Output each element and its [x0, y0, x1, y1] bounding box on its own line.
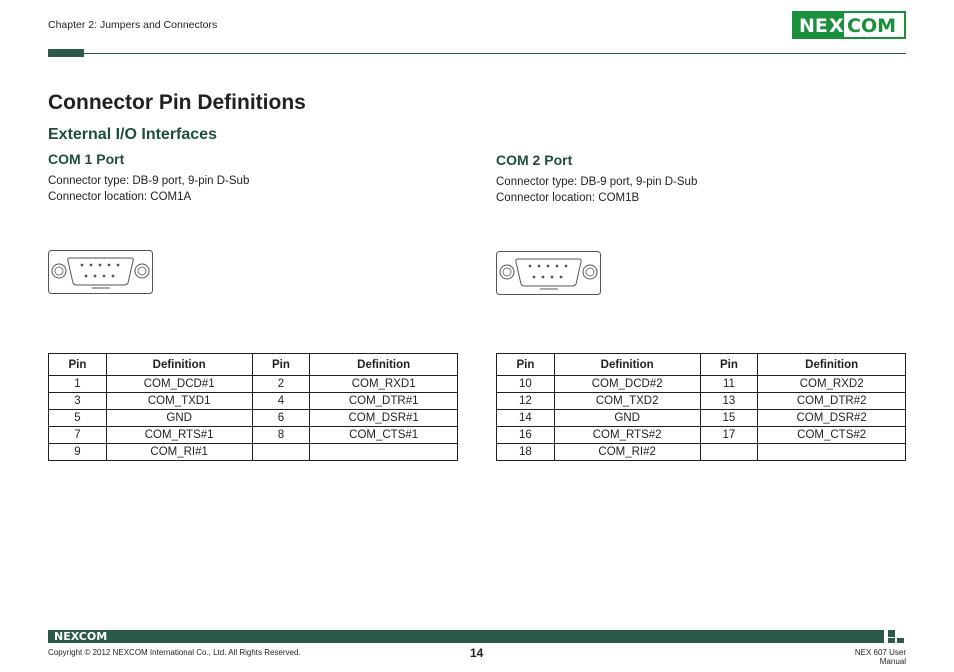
com2-type: Connector type: DB-9 port, 9-pin D-Sub: [496, 176, 698, 188]
column-header: Pin: [49, 354, 107, 376]
table-row: [497, 376, 906, 393]
table-cell: COM_RXD2: [758, 376, 906, 393]
table-cell: [310, 444, 458, 461]
table-cell: 6: [252, 410, 310, 427]
column-header: Pin: [700, 354, 758, 376]
table-cell: 16: [497, 427, 555, 444]
nexcom-logo-icon: [792, 11, 906, 39]
footer-bar: [48, 630, 884, 643]
table-cell: COM_DCD#2: [554, 376, 700, 393]
column-header: Pin: [252, 354, 310, 376]
svg-text:X: X: [829, 15, 844, 37]
com2-title: COM 2 Port: [496, 152, 573, 168]
header-rule: [84, 53, 906, 54]
com1-title: COM 1 Port: [48, 151, 125, 167]
header-accent-bar: [48, 49, 84, 57]
com1-type: Connector type: DB-9 port, 9-pin D-Sub: [48, 175, 250, 187]
table-cell: 14: [497, 410, 555, 427]
table-cell: COM_CTS#2: [758, 427, 906, 444]
table-cell: COM_TXD1: [106, 393, 252, 410]
table-cell: 13: [700, 393, 758, 410]
table-cell: COM_DTR#1: [310, 393, 458, 410]
table-cell: 1: [49, 376, 107, 393]
table-row: [49, 393, 458, 410]
com2-location: Connector location: COM1B: [496, 192, 640, 204]
table-cell: 17: [700, 427, 758, 444]
footer-copyright: Copyright © 2012 NEXCOM International Co., Ltd. All Rights Reserved.: [48, 648, 301, 657]
footer-square-icon: [888, 638, 895, 643]
table-row: [49, 427, 458, 444]
table-row: [49, 444, 458, 461]
table-cell: 15: [700, 410, 758, 427]
table-cell: [252, 444, 310, 461]
table-cell: 8: [252, 427, 310, 444]
table-cell: 5: [49, 410, 107, 427]
table-header-row: [49, 354, 458, 376]
table-cell: COM_DCD#1: [106, 376, 252, 393]
table-cell: 11: [700, 376, 758, 393]
table-row: [497, 410, 906, 427]
page-number: 14: [470, 646, 484, 660]
page-title: Connector Pin Definitions: [48, 91, 306, 114]
svg-text:COM: COM: [847, 15, 897, 37]
chapter-label: Chapter 2: Jumpers and Connectors: [48, 19, 218, 31]
table-cell: COM_RI#1: [106, 444, 252, 461]
nexcom-logo: [792, 11, 906, 39]
table-cell: 9: [49, 444, 107, 461]
table-cell: COM_DTR#2: [758, 393, 906, 410]
table-cell: 7: [49, 427, 107, 444]
footer-square-icon: [888, 630, 895, 637]
column-header: Definition: [758, 354, 906, 376]
column-header: Definition: [106, 354, 252, 376]
svg-text:NE: NE: [799, 15, 828, 37]
table-cell: COM_DSR#2: [758, 410, 906, 427]
table-cell: 10: [497, 376, 555, 393]
section-subtitle: External I/O Interfaces: [48, 126, 217, 143]
table-row: [497, 393, 906, 410]
table-cell: [758, 444, 906, 461]
com1-location: Connector location: COM1A: [48, 191, 192, 203]
com1-connector-drawing: [48, 250, 154, 300]
table-cell: COM_RXD1: [310, 376, 458, 393]
db9-connector-icon: [496, 251, 602, 296]
table-header-row: [497, 354, 906, 376]
table-cell: 2: [252, 376, 310, 393]
column-header: Definition: [310, 354, 458, 376]
table-cell: COM_TXD2: [554, 393, 700, 410]
table-cell: COM_RTS#2: [554, 427, 700, 444]
table-cell: GND: [554, 410, 700, 427]
footer-square-icon: [897, 638, 904, 643]
column-header: Definition: [554, 354, 700, 376]
manual-name: NEX 607 User Manual: [854, 648, 906, 666]
table-cell: 12: [497, 393, 555, 410]
com1-pin-table: [48, 353, 458, 461]
com2-pin-table: [496, 353, 906, 461]
table-row: [497, 427, 906, 444]
table-cell: COM_DSR#1: [310, 410, 458, 427]
table-row: [497, 444, 906, 461]
table-cell: COM_RTS#1: [106, 427, 252, 444]
table-cell: 3: [49, 393, 107, 410]
table-cell: 4: [252, 393, 310, 410]
com2-connector-drawing: [496, 251, 602, 301]
footer-logo: NEXCOM: [54, 630, 108, 643]
table-row: [49, 410, 458, 427]
table-cell: COM_RI#2: [554, 444, 700, 461]
column-header: Pin: [497, 354, 555, 376]
table-cell: GND: [106, 410, 252, 427]
table-cell: COM_CTS#1: [310, 427, 458, 444]
table-cell: 18: [497, 444, 555, 461]
db9-connector-icon: [48, 250, 154, 295]
table-row: [49, 376, 458, 393]
table-cell: [700, 444, 758, 461]
